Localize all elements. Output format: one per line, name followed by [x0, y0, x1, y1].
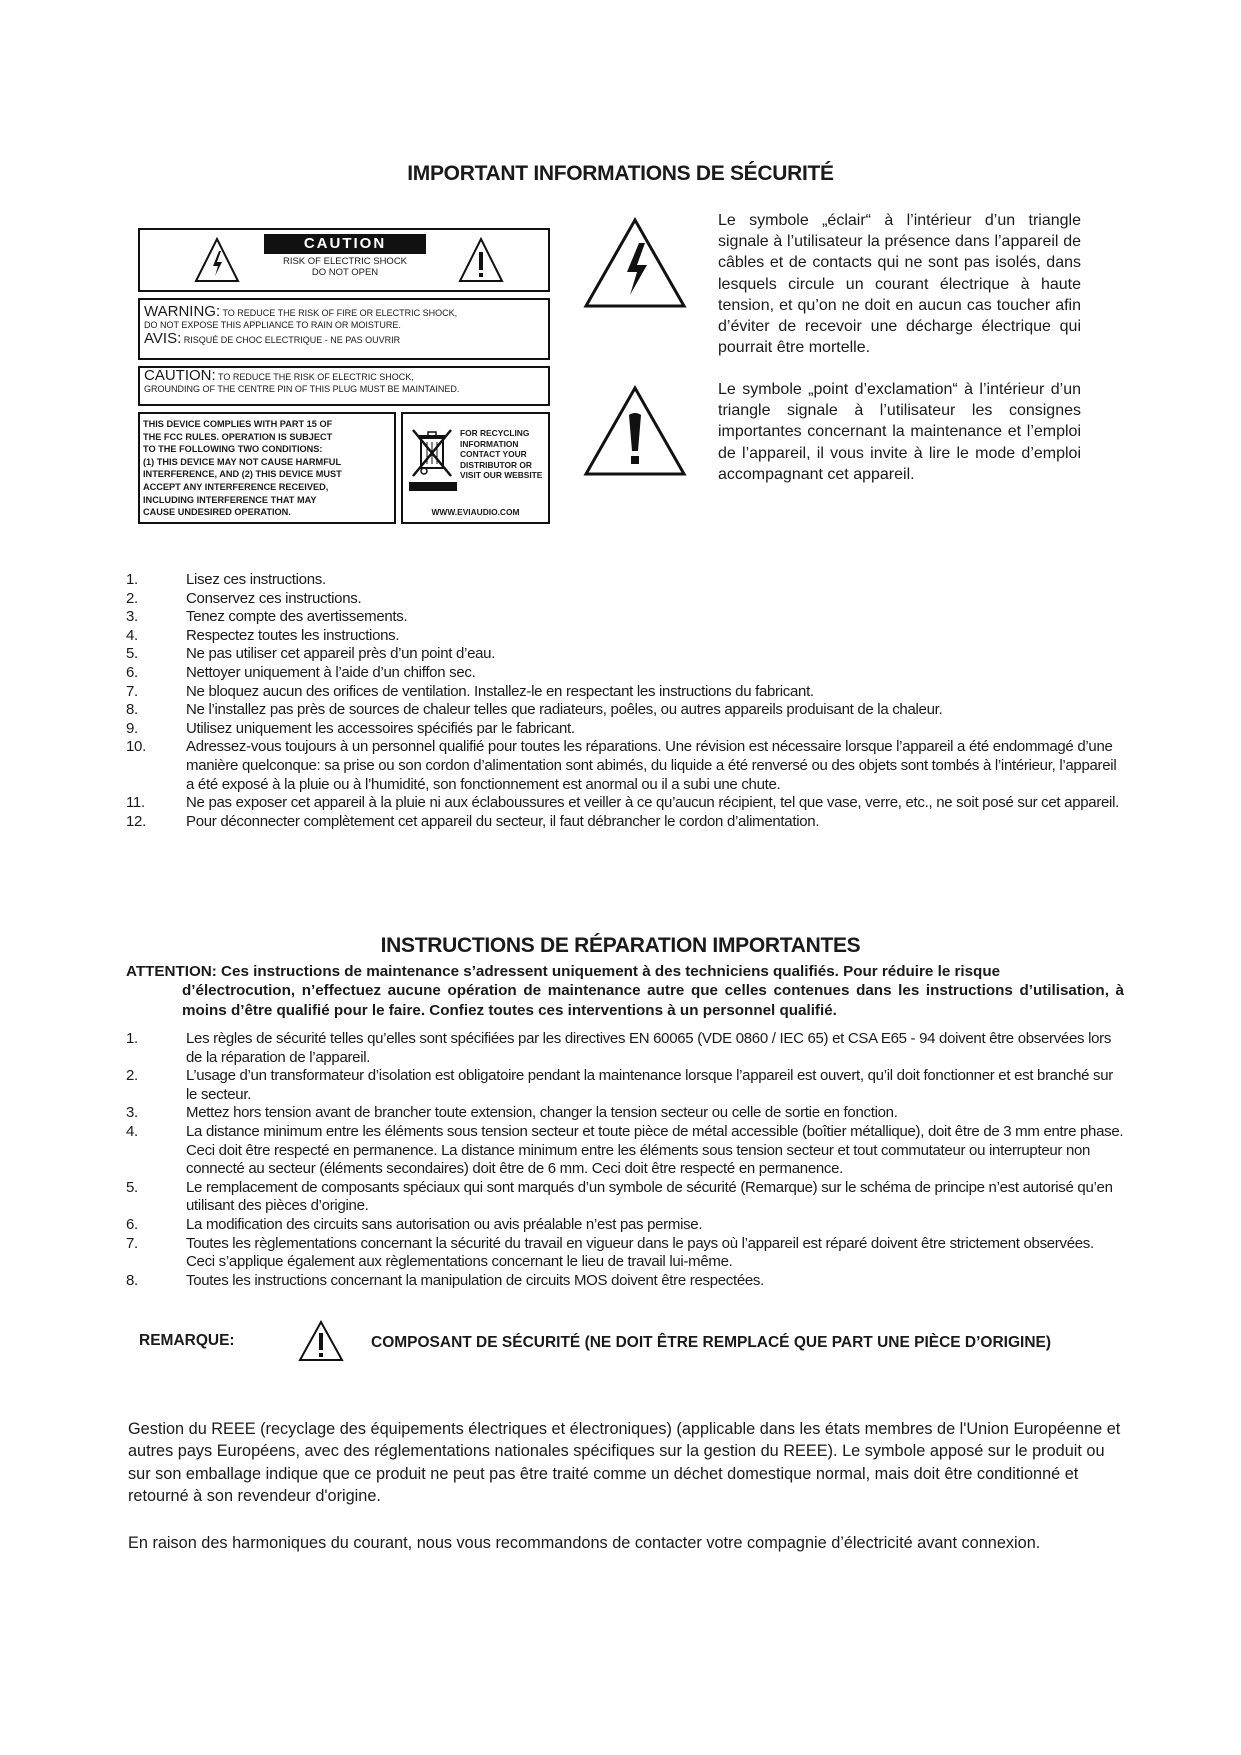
grounding-text: TO REDUCE THE RISK OF ELECTRIC SHOCK, [218, 372, 414, 382]
item-number: 2. [126, 1067, 138, 1085]
list-item [126, 1104, 1124, 1123]
warning-line-2: DO NOT EXPOSE THIS APPLIANCE TO RAIN OR MOISTURE. [144, 320, 401, 330]
item-number: 3. [126, 1104, 138, 1122]
item-text: Le remplacement de composants spéciaux qui sont marqués d’un symbole de sécurité (Remarque) sur le schéma de principe n’est autorisé qu’en utilisant des pièces d’origine. [186, 1178, 1113, 1215]
grounding-label: CAUTION: [144, 367, 216, 384]
item-number: 9. [126, 719, 138, 737]
lightning-triangle-icon [194, 237, 240, 283]
fcc-line: THE FCC RULES. OPERATION IS SUBJECT [143, 431, 333, 442]
attention-continuation: d’électrocution, n’effectuez aucune opération de maintenance autre que celles contenues dans les instructions d’utilisation, à moins d’être qualifié pour le faire. Confiez toutes ces interventions à un personnel qualifié. [182, 982, 1124, 1019]
list-item [126, 590, 1124, 609]
list-item [126, 608, 1124, 627]
recycling-line: DISTRIBUTOR OR [460, 459, 532, 470]
recycling-line: VISIT OUR WEBSITE [460, 470, 543, 480]
warning-label: WARNING: [144, 303, 221, 320]
list-item [126, 1123, 1124, 1179]
item-text: Adressez-vous toujours à un personnel qualifié pour toutes les réparations. Une révision est nécessaire lorsque l’appareil a été endommagé d’une manière quelconque: sa prise ou son cordon d’alimentation sont abimés, du liquide a été renversé ou des objets sont tombés à l’intérieur, l’appareil a été exposé à la pluie ou à l’humidité, son fonctionnement est anormal ou il a subi une chute. [186, 738, 1117, 793]
weee-paragraph: Gestion du REEE (recyclage des équipements électriques et électroniques) (applicable dans les états membres de l'Union Européenne et autres pays Européens, avec des réglementations nationales spécifiques sur la gestion du REEE). Le symbole apposé sur le produit ou sur son emballage indique que ce produit ne peut pas être traité comme un déchet domestique normal, mais doit être conditionné et retourné à son revendeur d'origine. [128, 1420, 1121, 1506]
item-number: 4. [126, 626, 138, 644]
list-item [126, 1067, 1124, 1104]
avis-label: AVIS: [144, 330, 182, 347]
item-number: 11. [126, 794, 145, 812]
item-text: Conservez ces instructions. [186, 589, 362, 607]
exclamation-triangle-icon [298, 1320, 344, 1362]
list-item [126, 627, 1124, 646]
list-item [126, 664, 1124, 683]
recycling-line: CONTACT YOUR [460, 449, 527, 459]
caution-heading: CAUTION [264, 234, 426, 254]
list-item [126, 645, 1124, 664]
item-number: 2. [126, 589, 138, 607]
lightning-symbol-description: Le symbole „éclair“ à l’intérieur d’un triangle signale à l’utilisateur la présence dans l’appareil de câbles et de contacts qui ne sont pas isolés, dans lesquels circule un courant électrique à haute tension, et qu’on ne doit en aucun cas toucher afin d’éviter de recevoir une décharge électrique qui pourrait être mortelle. [718, 212, 1081, 357]
item-number: 1. [126, 571, 138, 588]
warning-line [144, 303, 544, 320]
item-number: 10. [126, 738, 146, 756]
attention-notice [126, 962, 1124, 1020]
repair-instructions-list [126, 1030, 1124, 1290]
list-item [126, 571, 1124, 590]
repair-title: INSTRUCTIONS DE RÉPARATION IMPORTANTES [380, 934, 861, 957]
grounding-line [144, 367, 544, 384]
item-number: 3. [126, 608, 138, 626]
list-item [126, 1030, 1124, 1067]
item-number: 7. [126, 1234, 138, 1252]
recycling-line: INFORMATION [460, 438, 519, 449]
item-text: L’usage d’un transformateur d’isolation est obligatoire pendant la maintenance lorsque l’appareil est ouvert, qu’il doit fonctionner et est branché sur le secteur. [186, 1067, 1113, 1103]
exclamation-triangle-icon [583, 385, 687, 477]
fcc-line: INCLUDING INTERFERENCE THAT MAY [143, 494, 317, 505]
item-text: Nettoyer uniquement à l’aide d’un chiffon sec. [186, 663, 476, 681]
grounding-caution-box [138, 366, 550, 406]
item-number: 8. [126, 1271, 138, 1289]
item-text: Les règles de sécurité telles qu’elles sont spécifiées par les directives EN 60065 (VDE 0860 / IEC 65) et CSA E65 - 94 doivent être observées lors de la réparation de l’appareil. [186, 1030, 1112, 1066]
item-text: Toutes les instructions concernant la manipulation de circuits MOS doivent être respectées. [186, 1271, 765, 1289]
caution-subtext-line: RISK OF ELECTRIC SHOCK [282, 256, 408, 267]
black-bar [409, 482, 457, 491]
item-text: Ne pas exposer cet appareil à la pluie ni aux éclaboussures et veiller à ce qu’aucun récipient, tel que vase, verre, etc., ne soit posé sur cet appareil. [186, 794, 1119, 812]
item-text: Mettez hors tension avant de brancher toute extension, changer la tension secteur ou celle de sortie en fonction. [186, 1104, 898, 1122]
item-number: 5. [126, 645, 138, 663]
item-number: 1. [126, 1030, 138, 1047]
crossed-bin-icon [409, 426, 455, 480]
compliance-row [138, 412, 550, 524]
item-number: 12. [126, 812, 146, 830]
list-item [126, 794, 1124, 813]
item-number: 5. [126, 1178, 138, 1196]
avis-text: RISQUÉ DE CHOC ELECTRIQUE - NE PAS OUVRIR [183, 335, 401, 345]
fcc-statement [138, 412, 396, 524]
list-item [126, 1235, 1124, 1272]
safety-instructions-list [126, 571, 1124, 831]
harmonics-paragraph: En raison des harmoniques du courant, nous vous recommandons de contacter votre compagnie d’électricité avant connexion. [128, 1534, 1041, 1552]
exclamation-symbol-description: Le symbole „point d’exclamation“ à l’intérieur d’un triangle signale à l’utilisateur les consignes importantes concernant la maintenance et l’emploi de l’appareil, il vous invite à lire le mode d’emploi accompagnant cet appareil. [718, 381, 1081, 483]
recycling-text [460, 428, 542, 481]
list-item [126, 683, 1124, 702]
fcc-line: CAUSE UNDESIRED OPERATION. [143, 507, 291, 518]
recycling-line: FOR RECYCLING [460, 428, 530, 438]
list-item [126, 701, 1124, 720]
caution-box [138, 228, 550, 292]
item-text: Utilisez uniquement les accessoires spécifiés par le fabricant. [186, 719, 575, 737]
remark-text: COMPOSANT DE SÉCURITÉ (NE DOIT ÊTRE REMPLACÉ QUE PART UNE PIÈCE D’ORIGINE) [371, 1334, 1052, 1351]
safety-title: IMPORTANT INFORMATIONS DE SÉCURITÉ [407, 162, 834, 185]
list-item [126, 1272, 1124, 1291]
item-number: 8. [126, 701, 138, 719]
attention-lead: ATTENTION: Ces instructions de maintenance s’adressent uniquement à des techniciens qualifiés. Pour réduire le risque [126, 963, 1001, 980]
remark-label: REMARQUE: [139, 1332, 235, 1349]
item-number: 6. [126, 1215, 138, 1233]
item-number: 6. [126, 663, 138, 681]
item-number: 4. [126, 1122, 138, 1140]
fcc-line: INTERFERENCE, AND (2) THIS DEVICE MUST [143, 469, 342, 480]
item-text: Respectez toutes les instructions. [186, 626, 400, 644]
list-item [126, 813, 1124, 832]
list-item [126, 738, 1124, 794]
item-text: Lisez ces instructions. [186, 571, 326, 588]
list-item [126, 720, 1124, 739]
grounding-line-2: GROUNDING OF THE CENTRE PIN OF THIS PLUG MUST BE MAINTAINED. [144, 384, 460, 394]
list-item [126, 1216, 1124, 1235]
fcc-line: TO THE FOLLOWING TWO CONDITIONS: [143, 444, 323, 455]
item-number: 7. [126, 682, 138, 700]
warning-text: TO REDUCE THE RISK OF FIRE OR ELECTRIC SHOCK, [222, 308, 458, 318]
website-text: WWW.EVIAUDIO.COM [431, 507, 520, 517]
fcc-line: (1) THIS DEVICE MAY NOT CAUSE HARMFUL [143, 456, 342, 467]
fcc-line: THIS DEVICE COMPLIES WITH PART 15 OF [143, 419, 333, 429]
fcc-line: ACCEPT ANY INTERFERENCE RECEIVED, [143, 481, 329, 492]
item-text: Ne l’installez pas près de sources de chaleur telles que radiateurs, poêles, ou autres appareils produisant de la chaleur. [186, 701, 943, 719]
exclamation-triangle-icon [458, 237, 504, 283]
item-text: Tenez compte des avertissements. [186, 608, 408, 626]
caution-subtext [264, 256, 426, 278]
item-text: Ne bloquez aucun des orifices de ventilation. Installez-le en respectant les instructions du fabricant. [186, 682, 814, 700]
avis-line [144, 330, 544, 347]
warning-box [138, 298, 550, 360]
lightning-triangle-icon [583, 217, 687, 309]
item-text: La distance minimum entre les éléments sous tension secteur et toute pièce de métal accessible (boîtier métallique), doit être de 3 mm entre phase. Ceci doit être respecté en permanence. La distance minimum entre les éléments sous tension secteur et tout commutateur ou interrupteur non connecté au secteur (éléments secondaires) doit être de 6 mm. Ceci doit être respecté en permanence. [186, 1122, 1124, 1178]
caution-subtext-line: DO NOT OPEN [311, 267, 379, 278]
recycling-box [401, 412, 550, 524]
item-text: Pour déconnecter complètement cet appareil du secteur, il faut débrancher le cordon d’alimentation. [186, 812, 820, 830]
list-item [126, 1179, 1124, 1216]
item-text: Ne pas utiliser cet appareil près d’un point d’eau. [186, 645, 496, 663]
item-text: La modification des circuits sans autorisation ou avis préalable n’est pas permise. [186, 1215, 703, 1233]
item-text: Toutes les règlementations concernant la sécurité du travail en vigueur dans le pays où l’appareil est réparé doivent être strictement observées. Ceci s’applique également aux règlementations concernant le lieu de travail lui-même. [186, 1234, 1094, 1271]
